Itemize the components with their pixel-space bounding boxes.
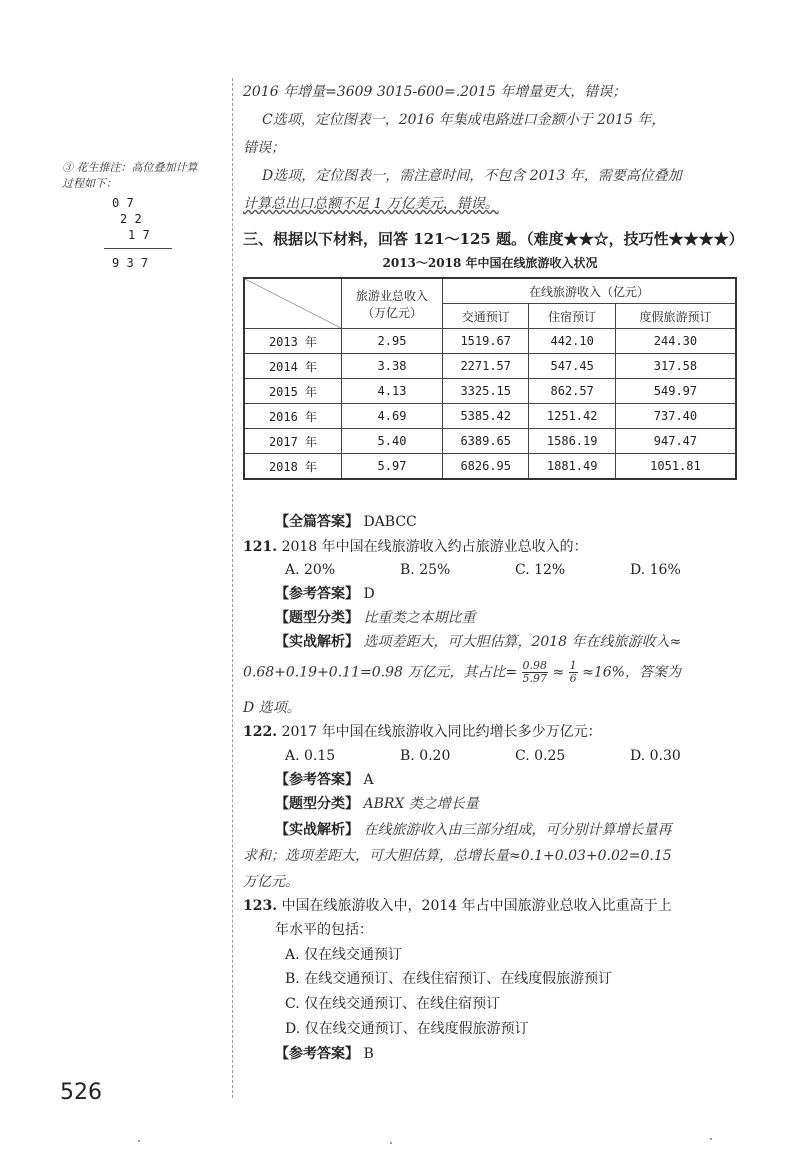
- calc-row-3: 1 7: [128, 228, 150, 242]
- q122-ref-label: 【参考答案】: [275, 772, 359, 788]
- table-row: [244, 429, 736, 454]
- q123-stem-2: 年水平的包括：: [275, 922, 373, 938]
- q122-analysis-label: 【实战解析】: [275, 822, 359, 838]
- q121-text: 2018 年中国在线旅游收入约占旅游业总收入的：: [281, 539, 588, 555]
- calc-row-1: 0 7: [112, 196, 134, 210]
- q121-analysis-2b: ≈16%，答案为: [582, 664, 681, 681]
- top-line-2: C选项，定位图表一，2016 年集成电路进口金额小于 2015 年，: [262, 112, 666, 128]
- cell-vacation: 549.97: [615, 379, 736, 404]
- cell-year: 2013 年: [244, 329, 342, 354]
- q122-type-label: 【题型分类】: [275, 796, 359, 812]
- q123-stem-1: [243, 896, 672, 916]
- q122-analysis-2: 求和；选项差距大，可大胆估算，总增长量≈0.1+0.03+0.02=0.15: [243, 848, 672, 864]
- q122-stem: [243, 722, 602, 742]
- q123-option-d: D. 仅在线交通预订、在线度假旅游预订: [285, 1021, 529, 1037]
- q121-fraction-2: [569, 660, 578, 685]
- margin-divider: [232, 78, 233, 1098]
- q122-option-b: B. 0.20: [400, 748, 451, 764]
- top-line-3: 错误；: [243, 140, 285, 156]
- scan-speck: [138, 1140, 140, 1142]
- full-answers-label: 【全篇答案】: [275, 514, 359, 530]
- cell-transport: 2271.57: [443, 354, 529, 379]
- q123-text-1: 中国在线旅游收入中，2014 年占中国旅游业总收入比重高于上: [281, 898, 672, 914]
- q121-frac1-num: 0.98: [522, 659, 548, 672]
- cell-transport: 6826.95: [443, 454, 529, 480]
- page-number: 526: [60, 1080, 102, 1105]
- q121-analysis-3: D 选项。: [243, 700, 301, 716]
- q123-ref-label: 【参考答案】: [275, 1046, 359, 1062]
- cell-vacation: 947.47: [615, 429, 736, 454]
- q123-number: 123.: [243, 898, 278, 914]
- scan-speck: [710, 1138, 712, 1140]
- sidenote-title: ③ 花生推注：高位叠加计算: [62, 161, 198, 174]
- top-line-5: 计算总出口总额不足 1 万亿美元，错误。: [243, 196, 499, 212]
- top-line-4: D选项，定位图表一，需注意时间，不包含 2013 年，需要高位叠加: [262, 168, 682, 184]
- q123-ref-value: B: [363, 1046, 374, 1062]
- header-lodging: 住宿预订: [529, 304, 615, 329]
- cell-transport: 3325.15: [443, 379, 529, 404]
- q121-frac2-num: 1: [569, 659, 577, 672]
- cell-transport: 1519.67: [443, 329, 529, 354]
- cell-lodging: 1881.49: [529, 454, 615, 480]
- table-row: [244, 354, 736, 379]
- calc-row-2: 2 2: [120, 212, 142, 226]
- q121-option-b: B. 25%: [400, 562, 451, 578]
- q121-type-value: 比重类之本期比重: [363, 610, 476, 626]
- corner-cell: [244, 278, 342, 329]
- cell-vacation: 244.30: [615, 329, 736, 354]
- cell-lodging: 862.57: [529, 379, 615, 404]
- q121-analysis-text: 选项差距大，可大胆估算，2018 年在线旅游收入≈: [363, 634, 682, 650]
- cell-vacation: 1051.81: [615, 454, 736, 480]
- q123-ref: [275, 1044, 374, 1064]
- sidenote-sub: 过程如下：: [62, 177, 117, 190]
- q122-option-a: A. 0.15: [285, 748, 336, 764]
- top-line-1: 2016 年增量=3609 3015-600=.2015 年增量更大，错误；: [243, 84, 627, 100]
- q122-ref-value: A: [363, 772, 374, 788]
- q121-fraction-1: [522, 660, 549, 685]
- q122-type: [275, 794, 479, 814]
- q121-option-c: C. 12%: [515, 562, 566, 578]
- data-table: [243, 277, 737, 480]
- table-row: [244, 454, 736, 480]
- q121-stem: [243, 537, 588, 557]
- q123-option-c: C. 仅在线交通预订、在线住宿预订: [285, 996, 501, 1012]
- cell-total: 2.95: [342, 329, 443, 354]
- cell-vacation: 317.58: [615, 354, 736, 379]
- table-title: 2013～2018 年中国在线旅游收入状况: [382, 256, 598, 270]
- cell-total: 3.38: [342, 354, 443, 379]
- header-total-label: 旅游业总收入: [355, 288, 428, 303]
- header-vacation: 度假旅游预订: [615, 304, 736, 329]
- cell-vacation: 737.40: [615, 404, 736, 429]
- cell-year: 2016 年: [244, 404, 342, 429]
- cell-lodging: 547.45: [529, 354, 615, 379]
- cell-year: 2014 年: [244, 354, 342, 379]
- calc-row-4: 9 3 7: [112, 256, 149, 270]
- q122-analysis-text: 在线旅游收入由三部分组成，可分别计算增长量再: [363, 822, 672, 838]
- q121-option-a: A. 20%: [285, 562, 336, 578]
- q123-option-b: B. 在线交通预订、在线住宿预订、在线度假旅游预订: [285, 971, 613, 987]
- q121-ref-value: D: [363, 586, 375, 602]
- q122-type-value: ABRX 类之增长量: [363, 796, 479, 812]
- q122-option-c: C. 0.25: [515, 748, 566, 764]
- cell-year: 2015 年: [244, 379, 342, 404]
- q121-frac1-den: 5.97: [522, 672, 548, 685]
- q121-ref-label: 【参考答案】: [275, 586, 359, 602]
- header-total-unit: （万亿元）: [361, 305, 422, 320]
- header-online: 在线旅游收入（亿元）: [443, 278, 737, 304]
- scan-speck: [390, 1142, 392, 1144]
- q121-approx: ≈: [552, 664, 565, 681]
- cell-transport: 6389.65: [443, 429, 529, 454]
- header-transport: 交通预订: [443, 304, 529, 329]
- q121-type: [275, 608, 475, 628]
- calc-rule: [104, 248, 172, 249]
- cell-total: 5.40: [342, 429, 443, 454]
- table-row: [244, 329, 736, 354]
- table-row: [244, 379, 736, 404]
- q121-analysis-label: 【实战解析】: [275, 634, 359, 650]
- cell-lodging: 442.10: [529, 329, 615, 354]
- full-answers: [275, 512, 417, 532]
- cell-lodging: 1251.42: [529, 404, 615, 429]
- q121-ref: [275, 584, 375, 604]
- cell-total: 4.13: [342, 379, 443, 404]
- q122-option-d: D. 0.30: [630, 748, 681, 764]
- full-answers-value: DABCC: [363, 514, 417, 530]
- cell-total: 4.69: [342, 404, 443, 429]
- cell-lodging: 1586.19: [529, 429, 615, 454]
- q121-analysis-2: [243, 660, 681, 685]
- q123-option-a: A. 仅在线交通预订: [285, 947, 403, 963]
- q122-ref: [275, 770, 374, 790]
- q121-number: 121.: [243, 539, 278, 555]
- q122-number: 122.: [243, 724, 278, 740]
- section-heading: 三、根据以下材料，回答 121～125 题。（难度★★☆，技巧性★★★★）: [243, 230, 744, 248]
- q121-option-d: D. 16%: [630, 562, 681, 578]
- cell-total: 5.97: [342, 454, 443, 480]
- cell-year: 2018 年: [244, 454, 342, 480]
- q121-analysis-1: [275, 632, 681, 652]
- header-total: [342, 278, 443, 329]
- q122-analysis-3: 万亿元。: [243, 874, 299, 890]
- table-row: [244, 404, 736, 429]
- q121-frac2-den: 6: [569, 672, 577, 685]
- q122-text: 2017 年中国在线旅游收入同比约增长多少万亿元：: [281, 724, 602, 740]
- q121-type-label: 【题型分类】: [275, 610, 359, 626]
- q122-analysis-1: [275, 820, 671, 840]
- cell-year: 2017 年: [244, 429, 342, 454]
- cell-transport: 5385.42: [443, 404, 529, 429]
- q121-analysis-2a: 0.68+0.19+0.11=0.98 万亿元，其占比=: [243, 664, 518, 681]
